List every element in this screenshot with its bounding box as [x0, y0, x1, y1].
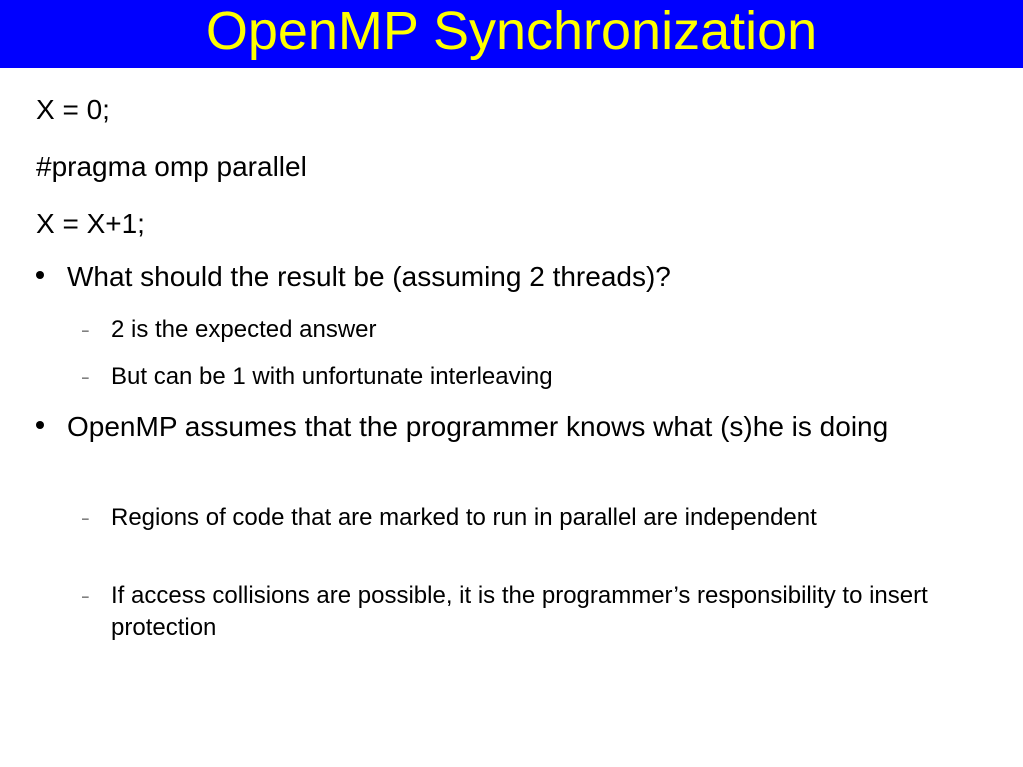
sub-bullet-text: Regions of code that are marked to run in parallel are independent [111, 504, 817, 531]
sub-bullet-text: 2 is the expected answer [111, 316, 377, 343]
title-bar [0, 0, 1023, 68]
sub-bullet-item [82, 502, 982, 534]
code-line: #pragma omp parallel [36, 151, 307, 182]
sub-bullet-text: If access collisions are possible, it is the programmer’s responsibility to insert protection [111, 582, 928, 641]
code-line: X = 0; [36, 94, 110, 125]
bullet-text: OpenMP assumes that the programmer knows what (s)he is doing [67, 411, 889, 442]
sub-bullet-marker: – [82, 370, 89, 384]
sub-bullet-marker: – [82, 589, 89, 603]
slide-title: OpenMP Synchronization [205, 1, 818, 61]
bullet-text: What should the result be (assuming 2 threads)? [67, 261, 671, 292]
sub-bullet-item [82, 314, 982, 346]
bullet-marker [36, 421, 44, 429]
sub-bullet-item [82, 361, 982, 393]
sub-bullet-marker: – [82, 323, 89, 337]
bullet-item [36, 258, 996, 296]
code-line: X = X+1; [36, 208, 145, 239]
bullet-item [36, 408, 996, 446]
bullet-marker [36, 271, 44, 279]
sub-bullet-item [82, 580, 982, 644]
sub-bullet-text: But can be 1 with unfortunate interleaving [111, 363, 553, 390]
sub-bullet-marker: – [82, 511, 89, 525]
